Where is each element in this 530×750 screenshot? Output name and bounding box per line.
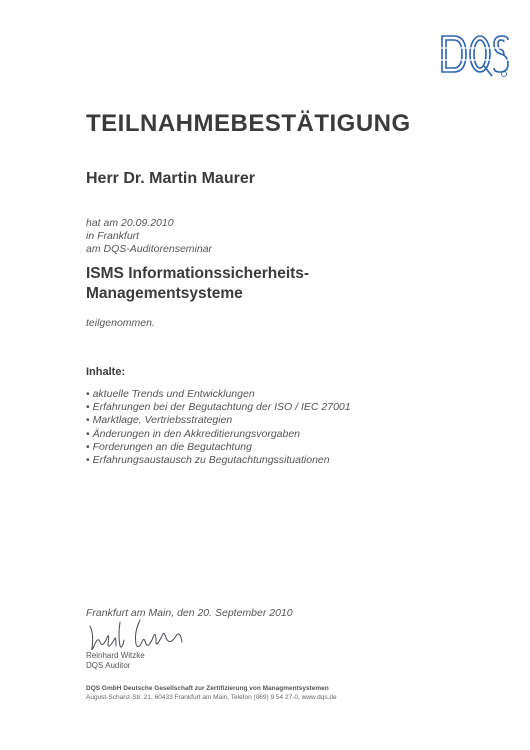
participated-text: teilgenommen. — [86, 317, 155, 329]
list-item: • Marktlage, Vertriebsstrategien — [86, 414, 351, 427]
dqs-logo — [438, 28, 512, 80]
place-date: Frankfurt am Main, den 20. September 2010 — [86, 607, 293, 619]
list-item: • Erfahrungsaustausch zu Begutachtungssituationen — [86, 454, 351, 467]
recipient-name: Herr Dr. Martin Maurer — [86, 170, 255, 187]
intro-line-date: hat am 20.09.2010 — [86, 217, 174, 229]
list-item: • Forderungen an die Begutachtung — [86, 441, 351, 454]
course-title-line-2: Managementsysteme — [86, 285, 243, 302]
contents-list — [86, 388, 351, 467]
intro-line-seminar: am DQS-Auditorenseminar — [86, 243, 213, 255]
list-item: • Erfahrungen bei der Begutachtung der ISO / IEC 27001 — [86, 401, 351, 414]
list-item: • aktuelle Trends und Entwicklungen — [86, 388, 351, 401]
certificate-title: TEILNAHMEBESTÄTIGUNG — [86, 110, 411, 137]
signer-name: Reinhard Witzke — [86, 651, 145, 660]
organization-name: DQS GmbH Deutsche Gesellschaft zur Zertifizierung von Managmentsystemen — [86, 685, 329, 692]
course-title — [86, 264, 309, 304]
intro-text — [86, 217, 212, 256]
signature-image — [84, 612, 194, 654]
course-title-line-1: ISMS Informationssicherheits- — [86, 265, 310, 282]
signer-role: DQS Auditor — [86, 661, 131, 670]
intro-line-place: in Frankfurt — [86, 230, 140, 242]
organization-address: August-Schanz-Str. 21, 60433 Frankfurt am Main, Telefon (069) 9 54 27-0, www.dqs.de — [86, 694, 337, 701]
list-item: • Änderungen in den Akkreditierungsvorgaben — [86, 428, 351, 441]
contents-heading: Inhalte: — [86, 366, 126, 378]
